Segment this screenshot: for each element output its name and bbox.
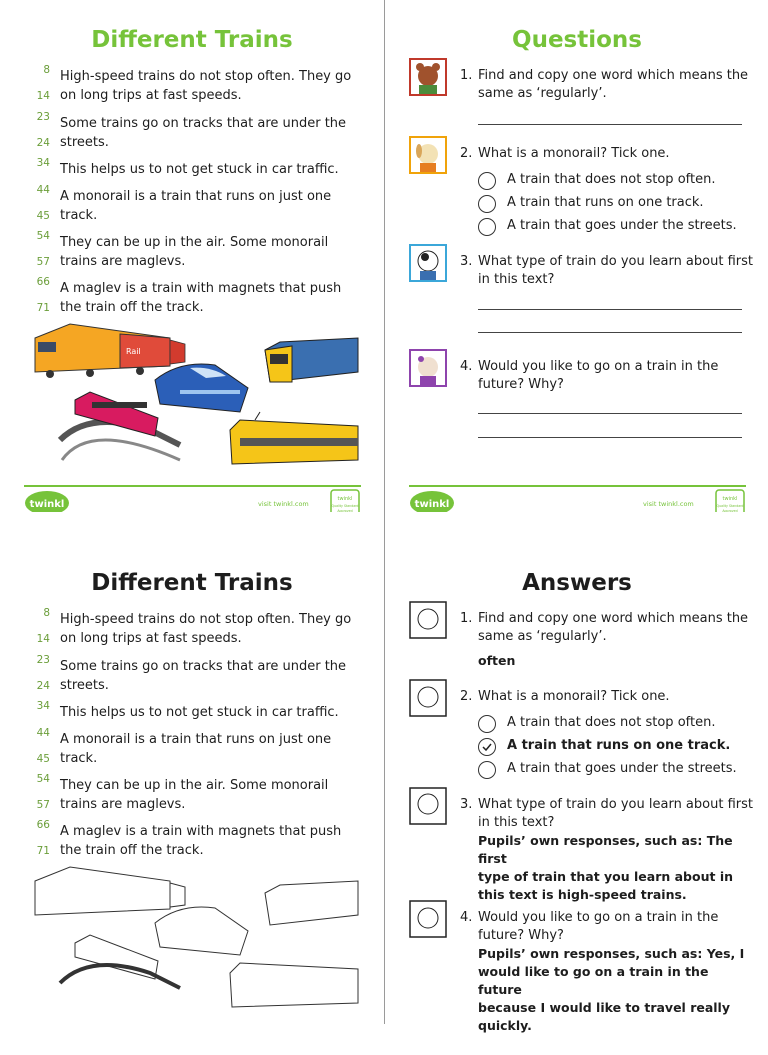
word-count: 45 xyxy=(36,210,50,222)
trains-illustration-color xyxy=(30,320,360,480)
reading-text-mono xyxy=(0,543,384,1055)
text-line: They can be up in the air. Some monorail xyxy=(60,235,329,250)
twinkl-logo-icon xyxy=(409,490,455,512)
option-text: A train that goes under the streets. xyxy=(507,761,737,776)
question-text: What is a monorail? Tick one. xyxy=(478,146,670,161)
word-count: 8 xyxy=(43,607,50,619)
option-text: A train that runs on one track. xyxy=(507,195,704,210)
cow-portrait-outline-icon xyxy=(409,787,447,825)
quality-badge-icon xyxy=(715,489,745,512)
reading-text-color xyxy=(0,0,384,512)
footer-rule xyxy=(409,485,746,487)
answer-line-text: quickly. xyxy=(478,1018,532,1033)
high-speed-train-icon xyxy=(155,364,248,412)
word-count: 44 xyxy=(36,184,50,196)
electric-train-icon xyxy=(230,963,358,1007)
question-text: future? Why? xyxy=(478,928,564,943)
checkmark-icon xyxy=(481,741,493,753)
question-text: same as ‘regularly’. xyxy=(478,629,607,644)
question-number: 3. xyxy=(460,797,473,812)
bear-portrait-icon xyxy=(409,58,447,96)
badge-text: Approved xyxy=(337,509,353,513)
electric-train-icon xyxy=(230,412,358,464)
diesel-train-icon xyxy=(35,867,170,915)
word-count: 24 xyxy=(36,137,50,149)
twinkl-logo-icon xyxy=(24,490,70,512)
text-paragraph xyxy=(0,654,384,695)
dog-portrait-icon xyxy=(409,136,447,174)
tick-circle-icon[interactable] xyxy=(478,761,496,779)
word-count: 44 xyxy=(36,727,50,739)
tick-circle-icon[interactable] xyxy=(478,195,496,213)
dog-portrait-outline-icon xyxy=(409,679,447,717)
bear-portrait-outline-icon xyxy=(409,601,447,639)
question-number: 2. xyxy=(460,689,473,704)
word-count: 23 xyxy=(36,111,50,123)
word-count: 23 xyxy=(36,654,50,666)
text-paragraph xyxy=(0,727,384,768)
footer-rule xyxy=(24,485,361,487)
option-text: A train that runs on one track. xyxy=(507,738,731,753)
text-line: the train off the track. xyxy=(60,300,204,315)
option-text: A train that does not stop often. xyxy=(507,172,716,187)
question-number: 1. xyxy=(460,611,473,626)
question-text: What is a monorail? Tick one. xyxy=(478,689,670,704)
visit-link[interactable]: visit twinkl.com xyxy=(258,500,309,508)
word-count: 66 xyxy=(36,819,50,831)
word-count: 66 xyxy=(36,276,50,288)
text-paragraph xyxy=(0,230,384,271)
answer-line-text: type of train that you learn about in xyxy=(478,869,734,884)
page-title: Answers xyxy=(522,570,632,596)
tick-circle-icon[interactable] xyxy=(478,172,496,190)
question-number: 1. xyxy=(460,68,473,83)
question-number: 4. xyxy=(460,359,473,374)
question-text: Find and copy one word which means the xyxy=(478,68,749,83)
word-count: 71 xyxy=(36,302,50,314)
logo-text: twinkl xyxy=(414,499,450,510)
text-line: A maglev is a train with magnets that push xyxy=(60,281,342,296)
word-count: 34 xyxy=(36,700,50,712)
hamster-portrait-outline-icon xyxy=(409,900,447,938)
word-count: 54 xyxy=(36,773,50,785)
text-line: This helps us to not get stuck in car traffic. xyxy=(60,162,339,177)
quality-badge-icon xyxy=(330,489,360,512)
answer-line[interactable] xyxy=(478,124,742,125)
commuter-train-icon xyxy=(265,881,358,925)
text-line: Some trains go on tracks that are under the xyxy=(60,116,347,131)
word-count: 71 xyxy=(36,845,50,857)
text-line: A maglev is a train with magnets that push xyxy=(60,824,342,839)
word-count: 34 xyxy=(36,157,50,169)
question-text: in this text? xyxy=(478,815,555,830)
text-line: streets. xyxy=(60,135,109,150)
text-line: This helps us to not get stuck in car traffic. xyxy=(60,705,339,720)
hamster-portrait-icon xyxy=(409,349,447,387)
answer-line[interactable] xyxy=(478,332,742,333)
text-line: High-speed trains do not stop often. They go xyxy=(60,69,352,84)
text-line: track. xyxy=(60,208,98,223)
word-count: 24 xyxy=(36,680,50,692)
text-line: High-speed trains do not stop often. They go xyxy=(60,612,352,627)
text-paragraph xyxy=(0,819,384,860)
question-text: same as ‘regularly’. xyxy=(478,86,607,101)
text-line: A monorail is a train that runs on just one xyxy=(60,732,332,747)
text-paragraph xyxy=(0,773,384,814)
answer-line-text: would like to go on a train in the future xyxy=(478,964,709,997)
text-paragraph xyxy=(0,700,384,722)
page-title: Questions xyxy=(512,27,642,53)
badge-text: Approved xyxy=(722,509,738,513)
rail-logo-text: Rail xyxy=(126,347,141,356)
answer-1: often xyxy=(478,653,516,668)
word-count: 8 xyxy=(43,64,50,76)
question-text: Find and copy one word which means the xyxy=(478,611,749,626)
question-text: in this text? xyxy=(478,272,555,287)
trains-illustration-outline xyxy=(30,863,360,1023)
answer-3 xyxy=(478,832,753,904)
answer-line[interactable] xyxy=(478,437,742,438)
question-text: What type of train do you learn about first xyxy=(478,254,753,269)
tick-circle-icon[interactable] xyxy=(478,218,496,236)
question-number: 3. xyxy=(460,254,473,269)
text-line: on long trips at fast speeds. xyxy=(60,631,242,646)
text-line: They can be up in the air. Some monorail xyxy=(60,778,329,793)
text-paragraph xyxy=(0,184,384,225)
logo-text: twinkl xyxy=(29,499,65,510)
text-line: on long trips at fast speeds. xyxy=(60,88,242,103)
tick-circle-icon[interactable] xyxy=(478,715,496,733)
answer-line-text: Pupils’ own responses, such as: Yes, I xyxy=(478,946,745,961)
badge-text: twinkl xyxy=(722,496,738,502)
answer-line[interactable] xyxy=(478,413,742,414)
commuter-train-icon xyxy=(265,338,358,382)
option-text: A train that goes under the streets. xyxy=(507,218,737,233)
text-line: the train off the track. xyxy=(60,843,204,858)
text-paragraph xyxy=(0,276,384,317)
word-count: 57 xyxy=(36,799,50,811)
badge-text: Quality Standard xyxy=(331,504,359,508)
high-speed-train-icon xyxy=(155,907,248,955)
text-line: Some trains go on tracks that are under the xyxy=(60,659,347,674)
answer-line-text: Pupils’ own responses, such as: The first xyxy=(478,833,733,866)
question-text: What type of train do you learn about first xyxy=(478,797,753,812)
text-paragraph xyxy=(0,157,384,179)
question-text: Would you like to go on a train in the xyxy=(478,910,719,925)
badge-text: Quality Standard xyxy=(716,504,744,508)
monorail-icon xyxy=(60,965,180,988)
text-line: streets. xyxy=(60,678,109,693)
question-number: 2. xyxy=(460,146,473,161)
text-line: A monorail is a train that runs on just one xyxy=(60,189,332,204)
answer-line[interactable] xyxy=(478,309,742,310)
question-number: 4. xyxy=(460,910,473,925)
question-text: future? Why? xyxy=(478,377,564,392)
word-count: 14 xyxy=(36,633,50,645)
page-title: Different Trains xyxy=(91,570,293,596)
page-title: Different Trains xyxy=(91,27,293,53)
text-line: trains are maglevs. xyxy=(60,254,186,269)
answers-page xyxy=(385,543,768,1055)
questions-page xyxy=(385,0,768,512)
diesel-train-icon xyxy=(35,324,185,378)
answer-line-text: because I would like to travel really xyxy=(478,1000,730,1015)
question-text: Would you like to go on a train in the xyxy=(478,359,719,374)
answer-line-text: this text is high-speed trains. xyxy=(478,887,687,902)
text-line: track. xyxy=(60,751,98,766)
cow-portrait-icon xyxy=(409,244,447,282)
option-text: A train that does not stop often. xyxy=(507,715,716,730)
answer-4 xyxy=(478,945,753,1035)
badge-text: twinkl xyxy=(337,496,353,502)
visit-link[interactable]: visit twinkl.com xyxy=(643,500,694,508)
word-count: 14 xyxy=(36,90,50,102)
word-count: 54 xyxy=(36,230,50,242)
text-paragraph xyxy=(0,64,384,105)
text-line: trains are maglevs. xyxy=(60,797,186,812)
word-count: 45 xyxy=(36,753,50,765)
text-paragraph xyxy=(0,111,384,152)
text-paragraph xyxy=(0,607,384,648)
word-count: 57 xyxy=(36,256,50,268)
